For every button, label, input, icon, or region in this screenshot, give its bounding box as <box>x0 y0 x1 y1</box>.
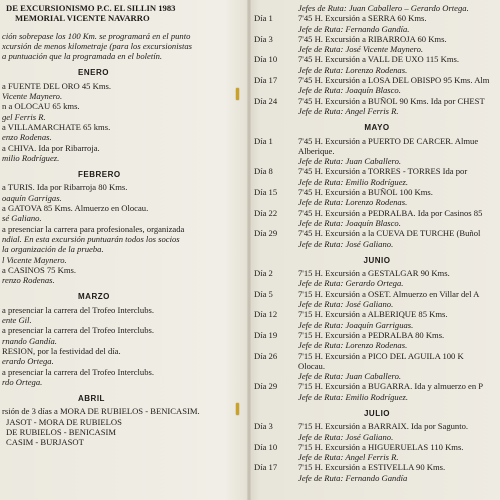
excursion-line: 7'15 H. Excursión a BUGARRA. Ida y almuerzo en P <box>298 381 484 392</box>
route-leader-line: Jefe de Ruta: Lorenzo Rodenas. <box>298 197 408 208</box>
day-label <box>254 473 298 483</box>
text-line: a TURIS. Ida por Ribarroja 80 Kms. <box>2 182 128 193</box>
route-leader-line: Jefe de Ruta: José Galiano. <box>298 238 394 249</box>
schedule-row <box>254 156 500 166</box>
day-label: Día 10 <box>254 54 278 65</box>
excursion-line: 7'15 H. Excursión a HIGUERUELAS 110 Kms. <box>298 441 464 452</box>
schedule-row <box>254 197 500 207</box>
text-line: rnando Gandía. <box>2 335 57 346</box>
schedule-row <box>254 381 500 391</box>
day-label: Día 19 <box>254 329 278 340</box>
section-gap <box>254 249 500 256</box>
month-heading: MARZO <box>78 292 110 302</box>
day-label: Día 3 <box>254 33 273 44</box>
day-label: Día 29 <box>254 381 278 392</box>
text-line: a VILLAMARCHATE 65 kms. <box>2 121 111 132</box>
text-line: a puntuación que la programada en el boletín. <box>2 51 163 62</box>
text-line: a CASINOS 75 Kms. <box>2 264 77 275</box>
schedule-row <box>254 106 500 116</box>
schedule-row <box>254 54 500 64</box>
text-line: a presenciar la carrera para profesionales, organizada <box>2 223 185 234</box>
day-label <box>254 299 298 309</box>
route-leader-line: Jefe de Ruta: Joaquín Blasco. <box>298 85 401 96</box>
text-line: JASOT - MORA DE RUBIELOS <box>6 416 122 427</box>
section-gap <box>0 163 240 170</box>
excursion-line: 7'15 H. Excursión a PICO DEL AGUILA 100 K <box>298 350 464 361</box>
route-leader-line: Jefe de Ruta: Lorenzo Rodenas. <box>298 340 408 351</box>
day-label <box>254 146 298 156</box>
day-label: Día 10 <box>254 441 278 452</box>
staple-bottom <box>236 403 239 415</box>
day-label <box>254 156 298 166</box>
schedule-row <box>254 371 500 381</box>
excursion-line: 7'45 H. Excursión a RIBARROJA 60 Kms. <box>298 33 447 44</box>
day-label <box>254 278 298 288</box>
text-line: CASIM - BURJASOT <box>6 437 84 448</box>
excursion-line: Alberique. <box>298 145 335 156</box>
day-label: Día 29 <box>254 228 278 239</box>
schedule-row <box>254 218 500 228</box>
day-label: Día 2 <box>254 268 273 279</box>
schedule-row <box>254 421 500 431</box>
text-line: gel Ferris R. <box>2 111 46 122</box>
schedule-row <box>254 85 500 95</box>
day-label: Día 17 <box>254 462 278 473</box>
route-leader-line: Jefe de Ruta: Juan Caballero. <box>298 371 402 382</box>
text-line: RESION, por la festividad del día. <box>2 345 121 356</box>
text-line: Vicente Maynero. <box>2 91 63 102</box>
day-label <box>254 3 298 13</box>
schedule-row <box>254 452 500 462</box>
section-gap <box>0 61 240 68</box>
text-line: a presenciar la carrera del Trofeo Interclubs. <box>2 304 154 315</box>
section-gap <box>254 402 500 409</box>
schedule-row <box>254 442 500 452</box>
day-label: Día 24 <box>254 95 278 106</box>
schedule-row <box>254 239 500 249</box>
day-label: Día 15 <box>254 187 278 198</box>
month-heading: MAYO <box>364 123 390 133</box>
excursion-line: 7'15 H. Excursión a PEDRALBA 80 Kms. <box>298 329 445 340</box>
day-label <box>254 320 298 330</box>
schedule-row <box>254 309 500 319</box>
route-leader-line: Jefe de Ruta: José Galiano. <box>298 299 394 310</box>
route-leader-line: Jefe de Ruta: Gerardo Ortega. <box>298 278 404 289</box>
month-heading: JULIO <box>363 408 391 418</box>
schedule-row <box>254 44 500 54</box>
schedule-row <box>254 228 500 238</box>
excursion-line: 7'45 H. Excursión a PEDRALBA. Ida por Casinos 85 <box>298 207 483 218</box>
excursion-line: 7'15 H. Excursión a GESTALGAR 90 Kms. <box>298 268 450 279</box>
schedule-row <box>254 299 500 309</box>
schedule-row <box>254 320 500 330</box>
schedule-row <box>254 65 500 75</box>
route-leader-line: Jefe de Ruta: Fernando Gandía <box>298 472 408 483</box>
route-leader-line: Jefe de Ruta: Lorenzo Rodenas. <box>298 64 408 75</box>
day-label <box>254 392 298 402</box>
schedule-row <box>254 96 500 106</box>
day-label <box>254 177 298 187</box>
route-leader-line: Jefes de Ruta: Juan Caballero – Gerardo Ortega. <box>298 3 469 13</box>
excursion-line: 7'45 H. Excursión a VALL DE UXO 115 Kms. <box>298 54 459 65</box>
route-leader-line: Jefe de Ruta: Fernando Gandía. <box>298 23 410 34</box>
day-label: Día 26 <box>254 350 278 361</box>
staple-top <box>236 88 239 100</box>
schedule-row <box>254 278 500 288</box>
route-leader-line: Jefe de Ruta: Emilio Rodríguez. <box>298 176 409 187</box>
section-gap <box>0 285 240 292</box>
excursion-line: 7'45 H. Excursión a SERRA 60 Kms. <box>298 13 427 24</box>
text-line: rdo Ortega. <box>2 376 43 387</box>
excursion-line: 7'45 H. Excursión a BUÑOL 100 Kms. <box>298 187 433 198</box>
schedule-row <box>254 351 500 361</box>
day-label: Día 1 <box>254 135 273 146</box>
text-line: DE EXCURSIONISMO P.C. EL SILLIN 1983 <box>6 3 176 13</box>
day-label <box>254 340 298 350</box>
excursion-line: 7'15 H. Excursión a BARRAIX. Ida por Sagunto. <box>298 421 469 432</box>
day-label <box>254 24 298 34</box>
schedule-row <box>254 187 500 197</box>
day-label <box>254 197 298 207</box>
excursion-line: 7'45 H. Excursión a la CUEVA DE TURCHE (Buñol <box>298 228 481 239</box>
day-label <box>254 432 298 442</box>
day-label <box>254 452 298 462</box>
schedule-row <box>254 208 500 218</box>
text-line: enzo Rodenas. <box>2 132 52 143</box>
route-leader-line: Jefe de Ruta: Joaquín Garriguas. <box>298 319 414 330</box>
text-line: l Vicente Maynero. <box>2 254 67 265</box>
text-line: milio Rodríguez. <box>2 152 60 163</box>
text-line: DE RUBIELOS - BENICASIM <box>6 426 117 437</box>
excursion-line: 7'15 H. Excursión a ESTIVELLA 90 Kms. <box>298 462 446 473</box>
text-line: a presenciar la carrera del Trofeo Interclubs. <box>2 366 154 377</box>
schedule-row <box>254 136 500 146</box>
route-leader-line: Jefe de Ruta: José Galiano. <box>298 431 394 442</box>
month-heading: ABRIL <box>78 394 105 404</box>
schedule-row <box>254 361 500 371</box>
excursion-line: 7'45 H. Excursión a TORRES - TORRES Ida por <box>298 166 468 177</box>
day-label <box>254 85 298 95</box>
left-column <box>0 0 240 448</box>
text-line: ción sobrepase los 100 Km. se programará en el punto <box>2 30 191 41</box>
day-label <box>254 239 298 249</box>
text-line: a GATOVA 85 Kms. Almuerzo en Olocau. <box>2 203 149 214</box>
day-label <box>254 106 298 116</box>
right-column <box>254 0 500 483</box>
text-line: a CHIVA. Ida por Ribarroja. <box>2 142 100 153</box>
day-label <box>254 218 298 228</box>
schedule-row <box>254 146 500 156</box>
schedule-row <box>254 268 500 278</box>
text-line: a presenciar la carrera del Trofeo Interclubs. <box>2 325 154 336</box>
text-line: la organización de la prueba. <box>2 244 104 255</box>
text-line: oaquín Garrigas. <box>2 192 62 203</box>
text-line: rsión de 3 días a MORA DE RUBIELOS - BENICASIM. <box>2 406 200 417</box>
route-leader-line: Jefe de Ruta: Angel Ferris R. <box>298 105 399 116</box>
route-leader-line: Jefe de Ruta: José Vicente Maynero. <box>298 44 424 55</box>
schedule-row <box>254 13 500 23</box>
excursion-line: 7'15 H. Excursión a OSET. Almuerzo en Villar del A <box>298 288 480 299</box>
excursion-line: Olocau. <box>298 360 325 371</box>
day-label <box>254 44 298 54</box>
excursion-line: 7'45 H. Excursión a BUÑOL 90 Kms. Ida por CHEST <box>298 95 485 106</box>
text-line: n a OLOCAU 65 kms. <box>2 101 80 112</box>
center-fold <box>247 0 251 500</box>
month-heading: ENERO <box>78 68 109 78</box>
schedule-row <box>254 34 500 44</box>
day-label <box>254 371 298 381</box>
route-leader-line: Jefe de Ruta: Angel Ferris R. <box>298 452 399 463</box>
text-line: ente Gil. <box>2 315 32 326</box>
text-line: sé Galiano. <box>2 213 42 224</box>
section-gap <box>0 387 240 394</box>
schedule-row <box>254 166 500 176</box>
day-label: Día 1 <box>254 13 273 24</box>
text-line: ndial. En esta excursión puntuarán todos los socios <box>2 233 180 244</box>
text-line: erardo Ortega. <box>2 356 54 367</box>
schedule-row <box>254 330 500 340</box>
section-gap <box>254 116 500 123</box>
excursion-line: 7'45 H. Excursión a LOSA DEL OBISPO 95 Kms. Alm <box>298 75 490 86</box>
day-label: Día 8 <box>254 166 273 177</box>
day-label: Día 12 <box>254 309 278 320</box>
excursion-line: 7'15 H. Excursión a ALBERIQUE 85 Kms. <box>298 309 448 320</box>
month-heading: JUNIO <box>363 255 391 265</box>
schedule-row <box>254 24 500 34</box>
schedule-row <box>254 289 500 299</box>
text-line: renzo Rodenas. <box>2 275 55 286</box>
route-leader-line: Jefe de Ruta: Joaquín Blasco. <box>298 217 401 228</box>
day-label: Día 5 <box>254 288 273 299</box>
day-label: Día 3 <box>254 421 273 432</box>
text-line: xcursión de menos kilometraje (para los excursionistas <box>2 40 192 51</box>
route-leader-line: Jefe de Ruta: Emilio Rodríguez. <box>298 391 409 402</box>
text-line: a FUENTE DEL ORO 45 Kms. <box>2 80 112 91</box>
text-line: MEMORIAL VICENTE NAVARRO <box>15 13 150 24</box>
month-heading: FEBRERO <box>78 170 121 180</box>
schedule-row <box>254 392 500 402</box>
schedule-row <box>254 340 500 350</box>
schedule-row <box>254 432 500 442</box>
day-label <box>254 361 298 371</box>
schedule-row <box>254 177 500 187</box>
route-leader-line: Jefe de Ruta: Juan Caballero. <box>298 156 402 167</box>
day-label: Día 22 <box>254 207 278 218</box>
schedule-row <box>254 462 500 472</box>
day-label: Día 17 <box>254 75 278 86</box>
schedule-row <box>254 473 500 483</box>
excursion-line: 7'45 H. Excursión a PUERTO DE CARCER. Almue <box>298 135 479 146</box>
day-label <box>254 65 298 75</box>
schedule-row <box>254 3 500 13</box>
schedule-row <box>254 75 500 85</box>
section-gap <box>0 24 240 31</box>
